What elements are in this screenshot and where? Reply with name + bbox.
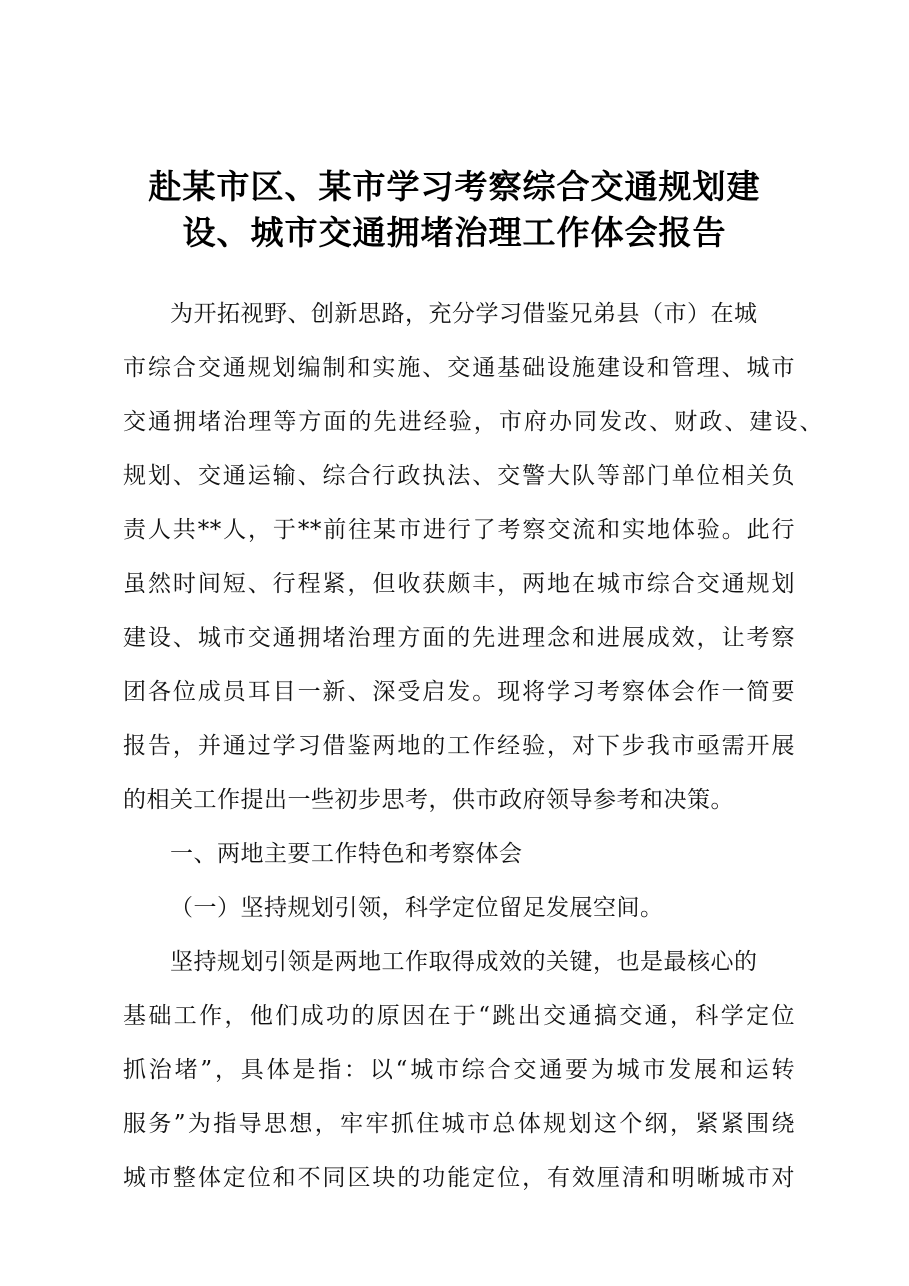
document-title-line-2: 设、城市交通拥堵治理工作体会报告 [182, 213, 727, 252]
paragraph-line: 交通拥堵治理等方面的先进经验，市府办同发改、财政、建设、 [123, 409, 823, 435]
subsection-heading: （一）坚持规划引领，科学定位留足发展空间。 [170, 895, 664, 921]
paragraph-line: 虽然时间短、行程紧，但收获颇丰，两地在城市综合交通规划 [123, 571, 795, 597]
paragraph-line: 坚持规划引领是两地工作取得成效的关键，也是最核心的 [170, 949, 758, 975]
paragraph-line: 城市整体定位和不同区块的功能定位，有效厘清和明晰城市对 [123, 1165, 795, 1191]
paragraph-line: 建设、城市交通拥堵治理方面的先进理念和进展成效，让考察 [123, 625, 795, 651]
paragraph-line: 服务”为指导思想，牢牢抓住城市总体规划这个纲，紧紧围绕 [123, 1111, 795, 1137]
paragraph-line: 团各位成员耳目一新、深受启发。现将学习考察体会作一简要 [123, 679, 795, 705]
paragraph-line: 规划、交通运输、综合行政执法、交警大队等部门单位相关负 [123, 463, 795, 489]
paragraph-line: 的相关工作提出一些初步思考，供市政府领导参考和决策。 [123, 787, 734, 813]
section-heading: 一、两地主要工作特色和考察体会 [170, 841, 523, 867]
document-body [123, 298, 823, 1216]
document-title-line-1: 赴某市区、某市学习考察综合交通规划建 [148, 167, 761, 206]
paragraph-line: 基础工作，他们成功的原因在于“跳出交通搞交通，科学定位 [123, 1003, 795, 1029]
paragraph-line: 责人共**人，于**前往某市进行了考察交流和实地体验。此行 [123, 517, 795, 543]
paragraph-line: 市综合交通规划编制和实施、交通基础设施建设和管理、城市 [123, 355, 795, 381]
paragraph-line: 为开拓视野、创新思路，充分学习借鉴兄弟县（市）在城 [170, 301, 758, 327]
paragraph-line: 报告，并通过学习借鉴两地的工作经验，对下步我市亟需开展 [123, 733, 795, 759]
paragraph-line: 抓治堵”，具体是指：以“城市综合交通要为城市发展和运转 [123, 1057, 795, 1083]
